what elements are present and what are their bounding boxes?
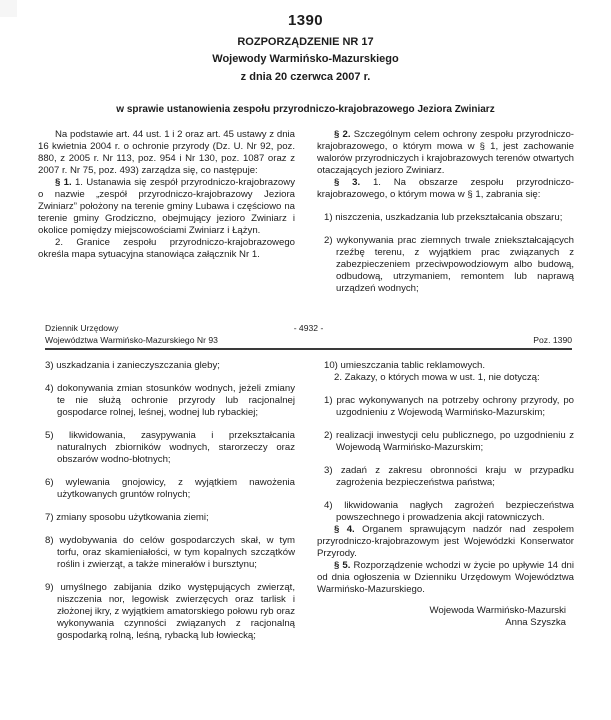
- paragraph-text: 1. Ustanawia się zespół przyrodniczo-krajobrazowy o nazwie „zespół przyrodniczo-krajobrazowy Jeziora Zwiniarz” położony na terenie gminy Lubawa i częściowo na terenie gminy Grodziczno, obejmujący jezioro Zwiniarz i okolice pomiędzy miejscowościami Zwiniarz i Łążyn.: [38, 177, 295, 236]
- list-item-text: zmiany sposobu użytkowania ziemi;: [56, 512, 209, 523]
- paragraph-par3-ust2: [317, 372, 574, 384]
- column-left: [38, 129, 295, 295]
- paragraph-par2: [317, 129, 574, 177]
- section-marker: § 1.: [55, 177, 72, 188]
- list-number: 8): [45, 535, 54, 546]
- docket-number: 1390: [288, 12, 323, 29]
- list-item: [45, 383, 295, 419]
- list-item-text: umieszczania tablic reklamowych.: [340, 360, 486, 371]
- list-item-text: uszkadzania i zanieczyszczania gleby;: [56, 360, 220, 371]
- body-columns-bottom: [38, 360, 575, 642]
- list-item-text: prac wykonywanych na potrzeby ochrony przyrody, po uzgodnieniu z Wojewodą Warmińsko-Mazurskim;: [336, 395, 575, 418]
- list-number: 1): [324, 212, 333, 223]
- paragraph-text: Szczególnym celem ochrony zespołu przyrodniczo-krajobrazowego, o którym mowa w § 1, jest zachowanie walorów przyrodniczych i krajobrazowych terenów otwartych otaczających jezioro Zwiniarz.: [317, 129, 574, 176]
- list-number: 2): [324, 430, 333, 441]
- list-item: [324, 395, 574, 419]
- document-header: [0, 12, 611, 116]
- paragraph-par5: [317, 560, 574, 596]
- list-item-text: umyślnego zabijania dziko występujących zwierząt, niszczenia nor, legowisk zwierzęcych oraz tarlisk i złożonej ikry, z wyjątkiem amatorskiego połowu ryb oraz wykonywania czynności związanych z racjonalną gospodarką rolną, leśną, rybacką lub łowiecką;: [57, 582, 296, 641]
- journal-issue: Województwa Warmińsko-Mazurskiego Nr 93: [45, 334, 218, 345]
- column-left: [38, 360, 295, 642]
- list-number: 1): [324, 395, 333, 406]
- issuing-authority: Wojewody Warmińsko-Mazurskiego: [212, 53, 399, 65]
- list-item: [45, 477, 295, 501]
- list-number: 4): [324, 500, 333, 511]
- list-number: 3): [324, 465, 333, 476]
- paragraph-text: Rozporządzenie wchodzi w życie po upływie 14 dni od dnia ogłoszenia w Dzienniku Urzędowym Województwa Warmińsko-Mazurskiego.: [317, 560, 574, 595]
- list-item-text: likwidowania, zasypywania i przekształcania naturalnych zbiorników wodnych, starorzeczy oraz obszarów wodno-błotnych;: [57, 430, 296, 465]
- list-number: 3): [45, 360, 54, 371]
- list-item: [324, 235, 574, 295]
- list-item: [45, 512, 295, 524]
- list-item: [45, 535, 295, 571]
- paragraph-par1: [38, 177, 295, 237]
- list-item-text: realizacji inwestycji celu publicznego, po uzgodnieniu z Wojewodą Warmińsko-Mazurskim;: [336, 430, 575, 453]
- section-marker: § 4.: [334, 524, 355, 535]
- journal-page-number: - 4932 -: [293, 323, 324, 333]
- position-reference: Poz. 1390: [533, 334, 572, 345]
- list-item-text: wylewania gnojowicy, z wyjątkiem nawożenia użytkowanych gruntów rolnych;: [57, 477, 296, 500]
- list-number: 2): [324, 235, 333, 246]
- signature-name: Anna Szyszka: [505, 617, 566, 628]
- list-number: 7): [45, 512, 54, 523]
- list-item: [324, 430, 574, 454]
- signature-role: Wojewoda Warmińsko-Mazurski: [429, 605, 566, 616]
- paragraph-text: Organem sprawującym nadzór nad zespołem przyrodniczo-krajobrazowym jest Wojewódzki Konserwator Przyrody.: [317, 524, 574, 559]
- list-item: [324, 212, 574, 224]
- regulation-subject: w sprawie ustanowienia zespołu przyrodniczo-krajobrazowego Jeziora Zwiniarz: [116, 103, 495, 115]
- list-number: 10): [324, 360, 338, 371]
- paragraph-text: Na podstawie art. 44 ust. 1 i 2 oraz art. 45 ustawy z dnia 16 kwietnia 2004 r. o ochronie przyrody (Dz. U. Nr 92, poz. 880, z 2005 r. Nr 113, poz. 954 i Nr 130, poz. 1087 oraz z 2007 r. Nr 75, poz. 493) zarządza się, co następuje:: [38, 129, 295, 176]
- regulation-title: ROZPORZĄDZENIE NR 17: [237, 35, 374, 48]
- regulation-date: z dnia 20 czerwca 2007 r.: [240, 70, 371, 83]
- list-item: [45, 360, 295, 372]
- list-item: [324, 360, 574, 372]
- section-marker: § 5.: [334, 560, 351, 571]
- list-item-text: zadań z zakresu obronności kraju w przypadku zagrożenia bezpieczeństwa państwa;: [336, 465, 574, 488]
- list-item-text: niszczenia, uszkadzania lub przekształcania obszaru;: [335, 212, 563, 223]
- paragraph-text: 2. Granice zespołu przyrodniczo-krajobrazowego określa mapa sytuacyjna stanowiąca załącznik Nr 1.: [38, 237, 295, 260]
- list-item: [45, 582, 295, 642]
- list-number: 6): [45, 477, 54, 488]
- paragraph-par4: [317, 524, 574, 560]
- paragraph-legal-basis: [38, 129, 295, 177]
- journal-name: Dziennik Urzędowy: [45, 323, 119, 333]
- list-item: [324, 465, 574, 489]
- paragraph-text: 1. Na obszarze zespołu przyrodniczo-krajobrazowego, o którym mowa w § 1, zabrania się:: [317, 177, 574, 200]
- column-right: [317, 129, 574, 295]
- list-item-text: likwidowania nagłych zagrożeń bezpieczeństwa powszechnego i prowadzenia akcji ratowniczych.: [336, 500, 574, 523]
- section-marker: § 3.: [334, 177, 361, 188]
- paragraph-par1-ust2: [38, 237, 295, 261]
- column-right: [317, 360, 574, 642]
- list-item-text: dokonywania zmian stosunków wodnych, jeżeli zmiany te nie służą ochronie przyrody lub racjonalnej gospodarce rolnej, leśnej, wodnej lub rybackiej;: [57, 383, 296, 418]
- body-columns-top: [38, 129, 575, 295]
- list-item-text: wykonywania prac ziemnych trwale zniekształcających rzeźbę terenu, z wyjątkiem prac związanych z zabezpieczeniem przeciwpowodziowym albo budową, odbudową, utrzymaniem, remontem lub naprawą urządzeń wodnych;: [336, 235, 574, 294]
- running-header: [45, 323, 572, 350]
- running-header-row1: [45, 323, 572, 335]
- signature-block: [317, 605, 574, 629]
- list-number: 4): [45, 383, 54, 394]
- paragraph-text: 2. Zakazy, o których mowa w ust. 1, nie dotyczą:: [334, 372, 540, 383]
- list-number: 5): [45, 430, 54, 441]
- list-item-text: wydobywania do celów gospodarczych skał, w tym torfu, oraz skamieniałości, w tym kopalnych szczątków roślin i zwierząt, a także minerałów i bursztynu;: [57, 535, 295, 570]
- paragraph-par3: [317, 177, 574, 201]
- list-item: [324, 500, 574, 524]
- list-number: 9): [45, 582, 54, 593]
- section-marker: § 2.: [334, 129, 351, 140]
- running-header-row2: [45, 335, 572, 347]
- list-item: [45, 430, 295, 466]
